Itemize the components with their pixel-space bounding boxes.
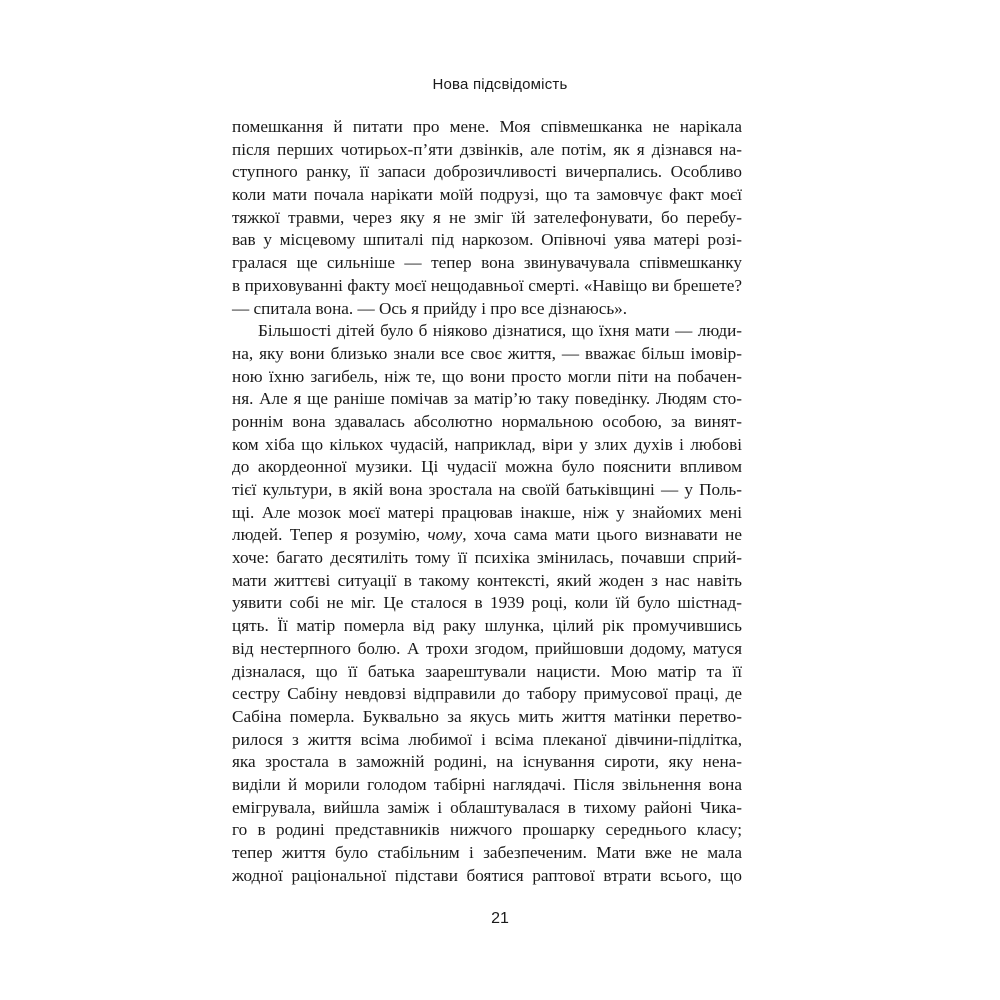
- text-line: ня. Але я ще раніше помічав за матір’ю таку поведінку. Людям сто-: [232, 389, 742, 409]
- text-line: Сабіна померла. Буквально за якусь мить життя матінки перетво-: [232, 706, 742, 726]
- emphasis-word: чому: [427, 525, 463, 545]
- text-line: цять. Її матір померла від раку шлунка, цілий рік промучившись: [232, 616, 742, 636]
- text-segment: , хоча сама мати цього визнавати не: [462, 525, 743, 545]
- text-line: емігрувала, вийшла заміж і облаштувалася в тихому районі Чика-: [232, 797, 742, 817]
- text-line: від нестерпного болю. А трохи згодом, прийшовши додому, матуся: [232, 638, 742, 658]
- text-line: хоче: багато десятиліть тому її психіка змінилась, почавши сприй-: [232, 548, 742, 568]
- body-text: [232, 116, 742, 887]
- text-line: дізналася, що її батька заарештували нацисти. Мою матір та її: [232, 661, 742, 681]
- text-line: гралася ще сильніше — тепер вона звинувачувала співмешканку: [232, 253, 742, 273]
- text-line: після перших чотирьох-п’яти дзвінків, але потім, як я дізнався на-: [232, 139, 742, 159]
- text-line: жодної раціональної підстави боятися раптової втрати всього, що: [232, 865, 742, 885]
- text-line: тієї культури, в якій вона зростала на своїй батьківщині — у Поль-: [232, 480, 742, 499]
- text-line: щі. Але мозок моєї матері працював інакше, ніж у знайомих мені: [232, 502, 742, 522]
- text-line: тепер життя було стабільним і забезпеченим. Мати вже не мала: [232, 843, 742, 862]
- text-line: — спитала вона. — Ось я прийду і про все дізнаюсь».: [232, 298, 628, 318]
- text-line-with-emphasis: [232, 524, 742, 547]
- page-number: 21: [491, 910, 509, 927]
- text-line: помешкання й питати про мене. Моя співмешканка не нарікала: [232, 117, 742, 136]
- text-line: Більшості дітей було б ніяково дізнатися, що їхня мати — люди-: [258, 321, 742, 341]
- text-line: вав у місцевому шпиталі під наркозом. Опівночі уява матері розі-: [232, 230, 742, 250]
- text-line: ком хіба що кількох чудасій, наприклад, віри у злих духів і любові: [232, 434, 742, 454]
- running-header: Нова підсвідомість: [432, 76, 568, 93]
- text-line: уявити собі не міг. Це сталося в 1939 році, коли їй було шістнад-: [232, 593, 742, 613]
- text-line: в приховуванні факту моєї нещодавньої смерті. «Навіщо ви брешете?: [232, 275, 742, 295]
- text-line: роннім вона здавалась абсолютно нормальною особою, за винят-: [232, 411, 742, 431]
- text-line: на, яку вони близько знали все своє життя, — вважає більш імовір-: [232, 343, 742, 363]
- text-line: яка зростала в заможній родині, на існування сироти, яку нена-: [232, 752, 742, 772]
- text-line: до акордеонної музики. Ці чудасії можна було пояснити впливом: [232, 457, 742, 477]
- text-line: мати життєві ситуації в такому контексті, який жоден з нас навіть: [232, 570, 742, 590]
- text-line: сестру Сабіну невдовзі відправили до табору примусової праці, де: [232, 684, 742, 704]
- text-line: тяжкої травми, через яку я не зміг їй зателефонувати, бо перебу-: [232, 207, 742, 227]
- text-segment: людей. Тепер я розумію,: [232, 525, 428, 545]
- text-line: ступного ранку, її запаси доброзичливості вичерпались. Особливо: [232, 162, 742, 182]
- text-line: ною їхню загибель, ніж те, що вони просто могли піти на побачен-: [232, 366, 742, 386]
- text-line: го в родині представників нижчого прошарку середнього класу;: [232, 820, 742, 840]
- text-line: рилося з життя всіма любимої і всіма плеканої дівчини-підлітка,: [232, 729, 742, 749]
- text-line: коли мати почала нарікати моїй подрузі, що та замовчує факт моєї: [232, 185, 742, 205]
- text-line: виділи й морили голодом табірні наглядачі. Після звільнення вона: [232, 774, 742, 794]
